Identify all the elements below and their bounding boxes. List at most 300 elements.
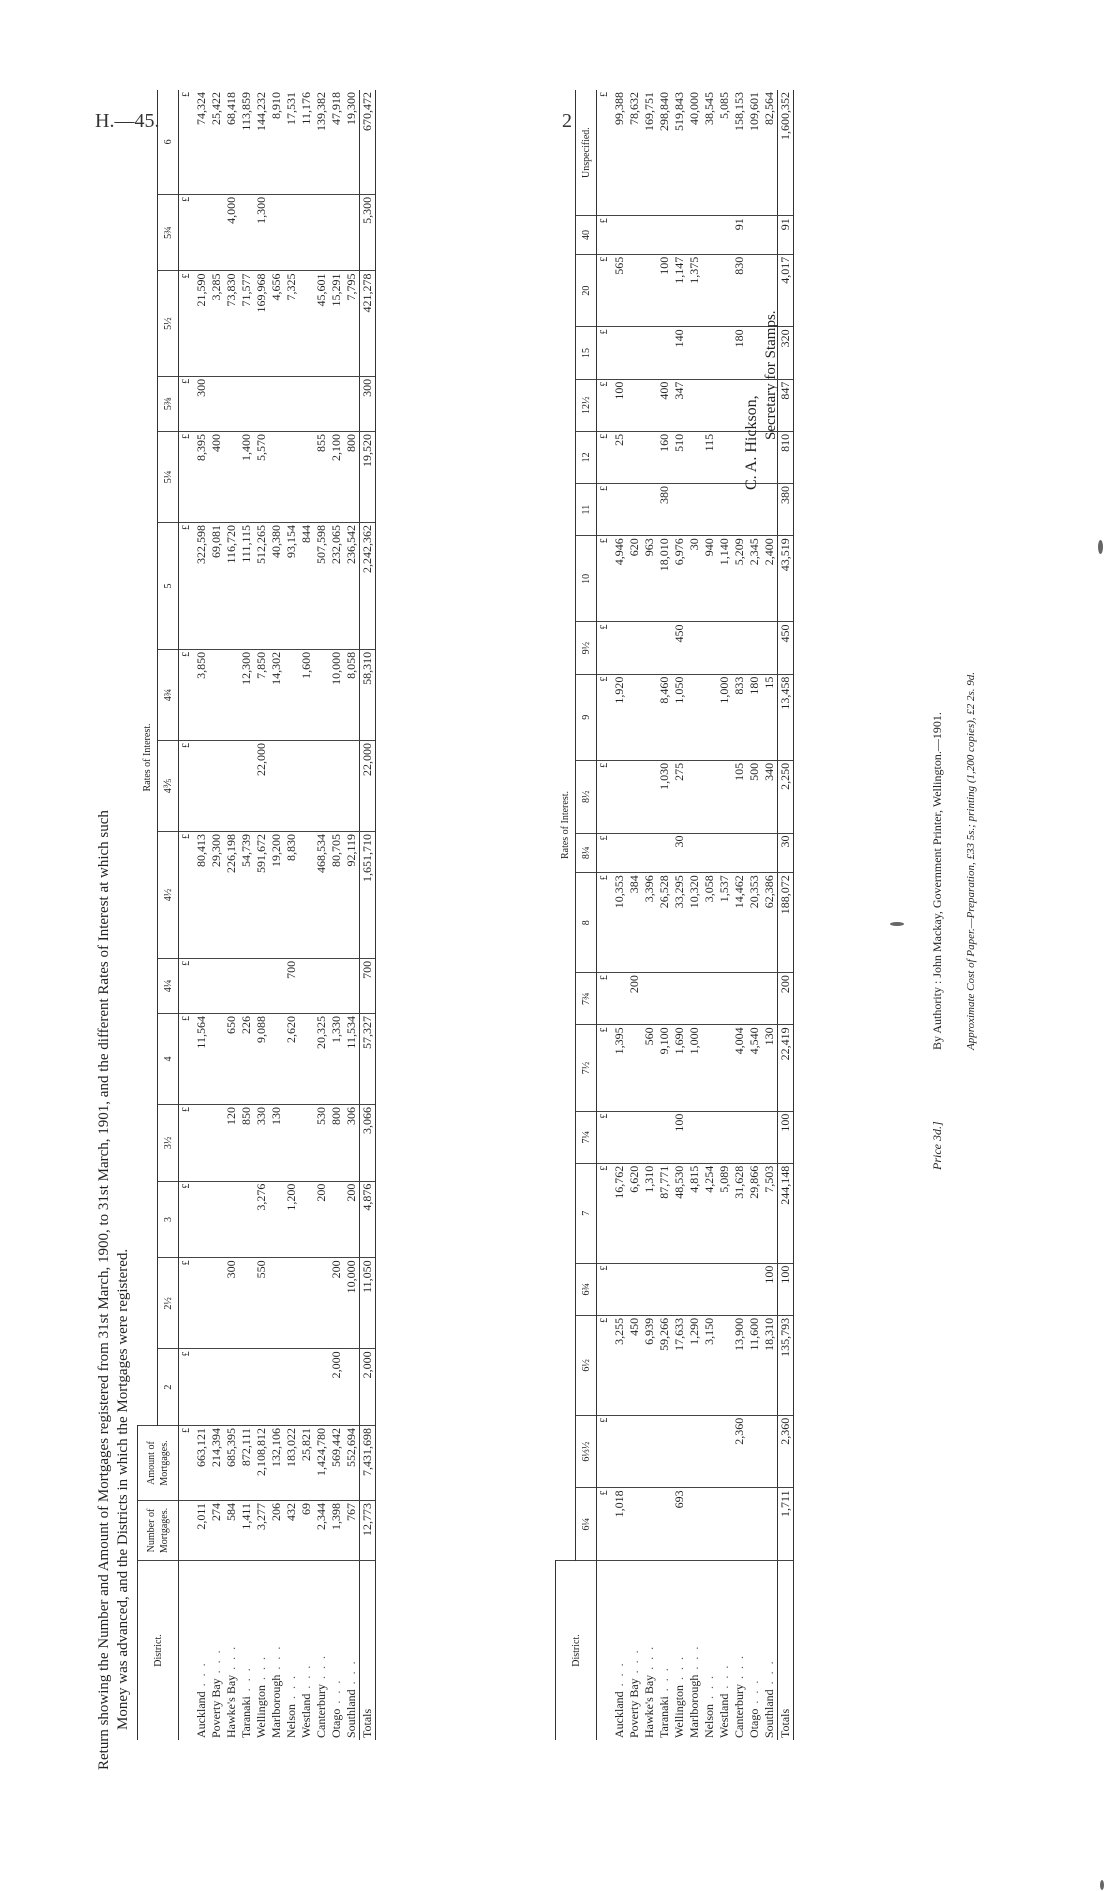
table-cell <box>687 1111 702 1163</box>
table-cell <box>672 1263 687 1315</box>
table-cell: 1,375 <box>687 254 702 327</box>
table-cell: 183,022 <box>284 1426 299 1501</box>
table-cell <box>209 1349 224 1426</box>
table-cell <box>672 216 687 255</box>
rate-header: 10 <box>576 536 597 622</box>
table-cell: 8,460 <box>657 674 672 760</box>
table-cell: 11,176 <box>299 90 314 194</box>
table-cell: 200 <box>314 1181 329 1258</box>
table-cell <box>717 1415 732 1488</box>
table-cell <box>239 740 254 831</box>
totals-cell: 1,711 <box>778 1488 794 1561</box>
table-cell: 700 <box>284 958 299 1013</box>
unit-symbol: £ <box>597 484 613 536</box>
leader-dots: . . . <box>269 1644 283 1675</box>
rate-header: 6½ <box>576 1315 597 1415</box>
table-cell <box>717 431 732 483</box>
unit-symbol: £ <box>597 1488 613 1561</box>
district-name: Hawke's Bay . . . <box>642 1644 656 1738</box>
rate-header: 7 <box>576 1163 597 1263</box>
totals-cell: 320 <box>778 327 794 379</box>
table-row <box>194 90 209 1740</box>
table-row <box>657 90 672 1740</box>
table-cell: 9,088 <box>254 1014 269 1105</box>
table-cell: 1,537 <box>717 873 732 973</box>
table-cell: 940 <box>702 536 717 622</box>
leader-dots: . . . <box>329 1678 343 1709</box>
unit-symbol: £ <box>597 254 613 327</box>
rate-header: 7¾ <box>576 973 597 1025</box>
table-cell: 1,050 <box>672 674 687 760</box>
table-cell: 5,570 <box>254 431 269 522</box>
table-cell <box>329 194 344 271</box>
table-cell <box>732 622 747 674</box>
table-cell: 59,266 <box>657 1315 672 1415</box>
table-cell <box>687 760 702 833</box>
table-cell <box>672 484 687 536</box>
table-cell: 2,400 <box>762 536 778 622</box>
table-cell <box>702 622 717 674</box>
totals-cell: 100 <box>778 1111 794 1163</box>
unit-symbol: £ <box>597 1263 613 1315</box>
table-cell <box>209 958 224 1013</box>
table-cell: 380 <box>657 484 672 536</box>
table-cell: 4,004 <box>732 1025 747 1111</box>
table-cell: 99,388 <box>612 90 627 216</box>
leader-dots: . . . <box>657 1666 671 1697</box>
leader-dots: . . . <box>747 1678 761 1709</box>
table-cell: 400 <box>657 379 672 431</box>
district-name: Auckland . . . <box>612 1661 626 1738</box>
table-cell <box>239 1181 254 1258</box>
table-cell: 322,598 <box>194 522 209 649</box>
district-name: Marlborough . . . <box>687 1644 701 1738</box>
table-cell: 130 <box>762 1025 778 1111</box>
unit-symbol: £ <box>179 740 195 831</box>
table-cell: 2,345 <box>747 536 762 622</box>
table-cell: 1,330 <box>329 1014 344 1105</box>
table-cell <box>717 760 732 833</box>
unit-symbol: £ <box>597 833 613 873</box>
district-name: Auckland . . . <box>194 1661 208 1738</box>
table-cell: 1,300 <box>254 194 269 271</box>
table-cell <box>702 484 717 536</box>
district-name: Wellington . . . <box>254 1654 268 1738</box>
table-cell: 80,705 <box>329 831 344 958</box>
table-cell: 507,598 <box>314 522 329 649</box>
table-cell <box>687 1415 702 1488</box>
table-cell: 1,147 <box>672 254 687 327</box>
unit-symbol: £ <box>597 1025 613 1111</box>
table-cell: 2,360 <box>732 1415 747 1488</box>
table-cell <box>732 484 747 536</box>
unit-cell <box>179 1501 195 1561</box>
table-cell: 91 <box>732 216 747 255</box>
rate-header: 5¼ <box>158 431 179 522</box>
table-cell: 560 <box>642 1025 657 1111</box>
district-name: Wellington . . . <box>672 1654 686 1738</box>
table-cell <box>732 1111 747 1163</box>
totals-cell: 670,472 <box>360 90 376 194</box>
table-cell <box>702 1488 717 1561</box>
table-cell: 2,344 <box>314 1501 329 1561</box>
table-cell: 565 <box>612 254 627 327</box>
table-cell <box>627 379 642 431</box>
table-row <box>672 90 687 1740</box>
table-cell <box>702 1025 717 1111</box>
table-cell <box>747 833 762 873</box>
table-cell: 8,058 <box>344 649 360 740</box>
table-cell <box>747 484 762 536</box>
table-cell <box>344 1349 360 1426</box>
totals-cell: 100 <box>778 1263 794 1315</box>
table-row <box>642 90 657 1740</box>
table-cell: 236,542 <box>344 522 360 649</box>
table-cell: 10,353 <box>612 873 627 973</box>
table-cell: 15,291 <box>329 271 344 376</box>
table-cell <box>717 216 732 255</box>
document-title <box>95 10 133 1770</box>
table-cell: 47,918 <box>329 90 344 194</box>
totals-cell: 3,066 <box>360 1105 376 1182</box>
table-cell <box>314 376 329 431</box>
rate-header: 6 <box>158 90 179 194</box>
totals-label: Totals <box>778 1561 794 1741</box>
unit-symbol: £ <box>179 1014 195 1105</box>
unit-cell <box>179 1561 195 1741</box>
table-cell <box>732 973 747 1025</box>
table-cell: 69,081 <box>209 522 224 649</box>
page-reference: H.—45. <box>95 110 160 132</box>
table-cell <box>702 1263 717 1315</box>
table-cell <box>299 1181 314 1258</box>
table-cell <box>717 379 732 431</box>
rate-header: 6¼ <box>576 1488 597 1561</box>
table-cell <box>627 216 642 255</box>
rate-header: 15 <box>576 327 597 379</box>
table-cell <box>642 1111 657 1163</box>
rates-header: Rates of Interest. <box>138 90 158 1426</box>
unit-symbol: £ <box>597 973 613 1025</box>
table-cell: 69 <box>299 1501 314 1561</box>
district-name: Hawke's Bay . . . <box>224 1644 238 1738</box>
table-cell: 10,320 <box>687 873 702 973</box>
table-cell <box>299 1258 314 1349</box>
table-cell: 25,821 <box>299 1426 314 1501</box>
table-cell <box>717 973 732 1025</box>
table-cell: 300 <box>224 1258 239 1349</box>
unit-symbol: £ <box>597 216 613 255</box>
totals-cell: 421,278 <box>360 271 376 376</box>
table-cell <box>299 194 314 271</box>
table-cell: 450 <box>627 1315 642 1415</box>
table-cell: 206 <box>269 1501 284 1561</box>
table-cell: 512,265 <box>254 522 269 649</box>
table-cell: 1,030 <box>657 760 672 833</box>
table-cell: 1,200 <box>284 1181 299 1258</box>
table-cell <box>747 254 762 327</box>
table-cell <box>224 649 239 740</box>
table-cell: 31,628 <box>732 1163 747 1263</box>
table-cell: 1,424,780 <box>314 1426 329 1501</box>
table-cell <box>284 649 299 740</box>
totals-cell: 2,242,362 <box>360 522 376 649</box>
table-cell <box>717 1488 732 1561</box>
table-cell <box>627 1263 642 1315</box>
table-cell: 30 <box>672 833 687 873</box>
unit-symbol: £ <box>597 536 613 622</box>
table-cell: 1,140 <box>717 536 732 622</box>
table-cell: 2,100 <box>329 431 344 522</box>
table-cell: 3,276 <box>254 1181 269 1258</box>
table-cell: 144,232 <box>254 90 269 194</box>
leader-dots: . . . <box>612 1661 626 1692</box>
district-name: Westland . . . <box>299 1663 313 1738</box>
table-cell <box>612 216 627 255</box>
table-cell: 21,590 <box>194 271 209 376</box>
table-cell: 3,850 <box>194 649 209 740</box>
table-cell <box>627 327 642 379</box>
table-cell <box>687 431 702 483</box>
table-cell <box>687 973 702 1025</box>
table-cell: 15 <box>762 674 778 760</box>
table-cell <box>627 431 642 483</box>
table-cell: 4,815 <box>687 1163 702 1263</box>
table-cell <box>747 1488 762 1561</box>
table-cell <box>194 1181 209 1258</box>
table-cell: 19,200 <box>269 831 284 958</box>
table-cell: 663,121 <box>194 1426 209 1501</box>
table-cell: 1,310 <box>642 1163 657 1263</box>
unit-symbol: £ <box>179 831 195 958</box>
table-cell <box>314 740 329 831</box>
leader-dots: . . . <box>239 1666 253 1697</box>
table-cell <box>642 431 657 483</box>
table-cell <box>762 484 778 536</box>
table-cell <box>687 1263 702 1315</box>
table-cell <box>642 1263 657 1315</box>
table-cell <box>657 833 672 873</box>
table-cell: 5,089 <box>717 1163 732 1263</box>
totals-cell: 19,520 <box>360 431 376 522</box>
table-cell: 113,859 <box>239 90 254 194</box>
totals-cell: 22,000 <box>360 740 376 831</box>
table-cell: 4,540 <box>747 1025 762 1111</box>
table-cell <box>627 1415 642 1488</box>
table-cell <box>717 484 732 536</box>
table-cell: 1,290 <box>687 1315 702 1415</box>
table-cell: 6,976 <box>672 536 687 622</box>
totals-cell: 2,000 <box>360 1349 376 1426</box>
district-name: Nelson . . . <box>284 1674 298 1738</box>
unit-symbol: £ <box>597 622 613 674</box>
table-cell <box>612 1263 627 1315</box>
table-cell: 2,000 <box>329 1349 344 1426</box>
table-cell: 1,395 <box>612 1025 627 1111</box>
table-cell <box>224 1349 239 1426</box>
table-cell: 800 <box>329 1105 344 1182</box>
table-cell <box>762 216 778 255</box>
table-cell <box>657 622 672 674</box>
table-cell: 833 <box>732 674 747 760</box>
table-cell <box>702 327 717 379</box>
table-cell: 340 <box>762 760 778 833</box>
rate-header: 8¼ <box>576 833 597 873</box>
table-row <box>299 90 314 1740</box>
rate-header: 9½ <box>576 622 597 674</box>
totals-cell: 13,458 <box>778 674 794 760</box>
table-cell <box>344 958 360 1013</box>
unit-symbol: £ <box>179 1181 195 1258</box>
table-cell: 54,739 <box>239 831 254 958</box>
table-cell: 519,843 <box>672 90 687 216</box>
table-cell <box>299 958 314 1013</box>
table-cell <box>747 327 762 379</box>
table-cell <box>747 216 762 255</box>
table-cell <box>239 1349 254 1426</box>
table-cell <box>239 194 254 271</box>
unit-symbol: £ <box>597 379 613 431</box>
page-number: 2 <box>562 110 572 132</box>
table-cell <box>269 376 284 431</box>
rate-header: 4 <box>158 1014 179 1105</box>
table-cell: 1,920 <box>612 674 627 760</box>
table-cell <box>224 376 239 431</box>
title-line-2: Money was advanced, and the Districts in which the Mortgages were registered. <box>115 1248 131 1730</box>
table-cell <box>299 1014 314 1105</box>
table-cell <box>209 1181 224 1258</box>
unit-symbol: £ <box>597 760 613 833</box>
table-cell: 109,601 <box>747 90 762 216</box>
table-cell: 1,400 <box>239 431 254 522</box>
rate-header: 5½ <box>158 271 179 376</box>
authority-imprint: By Authority : John Mackay, Government Printer, Wellington.—1901. <box>930 712 944 1050</box>
table-cell <box>642 674 657 760</box>
table-cell <box>254 958 269 1013</box>
table-cell <box>762 1415 778 1488</box>
table-cell <box>612 760 627 833</box>
table-cell <box>239 1258 254 1349</box>
table-cell <box>284 740 299 831</box>
table-cell <box>269 194 284 271</box>
table-cell <box>657 1488 672 1561</box>
table-cell: 1,000 <box>687 1025 702 1111</box>
table-cell: 584 <box>224 1501 239 1561</box>
rate-subheader-row <box>576 90 597 1740</box>
table-cell <box>329 740 344 831</box>
rate-header: 9 <box>576 674 597 760</box>
table-cell: 1,411 <box>239 1501 254 1561</box>
table-row <box>627 90 642 1740</box>
table-cell <box>254 376 269 431</box>
table-cell <box>194 958 209 1013</box>
table-cell <box>284 1258 299 1349</box>
table-row <box>732 90 747 1740</box>
table-cell: 132,106 <box>269 1426 284 1501</box>
totals-cell: 4,017 <box>778 254 794 327</box>
table-cell <box>269 1181 284 1258</box>
unit-row <box>179 90 195 1740</box>
table-cell <box>269 1349 284 1426</box>
totals-cell: 12,773 <box>360 1501 376 1561</box>
table-cell: 78,632 <box>627 90 642 216</box>
table-cell <box>209 376 224 431</box>
table-cell: 963 <box>642 536 657 622</box>
table-cell <box>702 674 717 760</box>
leader-dots: . . . <box>627 1648 641 1679</box>
leader-dots: . . . <box>344 1659 358 1690</box>
rate-header: 5¾ <box>158 194 179 271</box>
totals-cell: 244,148 <box>778 1163 794 1263</box>
totals-cell: 43,519 <box>778 536 794 622</box>
table-cell: 120 <box>224 1105 239 1182</box>
table-cell: 7,850 <box>254 649 269 740</box>
leader-dots: . . . <box>284 1674 298 1704</box>
table-cell: 17,531 <box>284 90 299 194</box>
rate-header: 7¼ <box>576 1111 597 1163</box>
district-name: Otago . . . <box>329 1678 343 1738</box>
table-cell <box>627 833 642 873</box>
rate-header: 4½ <box>158 831 179 958</box>
table-cell: 169,968 <box>254 271 269 376</box>
table-cell: 87,771 <box>657 1163 672 1263</box>
table-cell: 2,108,812 <box>254 1426 269 1501</box>
table-cell: 4,000 <box>224 194 239 271</box>
table-cell <box>299 431 314 522</box>
district-name: Marlborough . . . <box>269 1644 283 1738</box>
unit-symbol: £ <box>179 1258 195 1349</box>
table-cell: 468,534 <box>314 831 329 958</box>
table-cell: 71,577 <box>239 271 254 376</box>
table-cell: 111,115 <box>239 522 254 649</box>
table-cell <box>314 1258 329 1349</box>
table-cell: 500 <box>747 760 762 833</box>
totals-cell: 810 <box>778 431 794 483</box>
rate-header: 5⅜ <box>158 376 179 431</box>
totals-cell: 22,419 <box>778 1025 794 1111</box>
rate-header: 2 <box>158 1349 179 1426</box>
table-cell: 200 <box>344 1181 360 1258</box>
leader-dots: . . . <box>642 1644 656 1675</box>
signatory-title: Secretary for Stamps. <box>763 310 779 440</box>
totals-cell: 300 <box>360 376 376 431</box>
table-row <box>344 90 360 1740</box>
table-cell: 160 <box>657 431 672 483</box>
table-cell <box>269 1014 284 1105</box>
table-cell <box>762 833 778 873</box>
table-cell: 7,795 <box>344 271 360 376</box>
table-cell <box>657 1415 672 1488</box>
table-cell <box>747 622 762 674</box>
table-cell <box>657 327 672 379</box>
table-cell: 40,380 <box>269 522 284 649</box>
table-cell <box>687 327 702 379</box>
table-cell <box>672 1415 687 1488</box>
table-cell <box>299 271 314 376</box>
table-cell <box>209 649 224 740</box>
table-cell <box>642 216 657 255</box>
table-cell <box>194 1105 209 1182</box>
rate-header: 2½ <box>158 1258 179 1349</box>
table-cell: 232,065 <box>329 522 344 649</box>
rate-header: 6⅓½ <box>576 1415 597 1488</box>
totals-cell: 847 <box>778 379 794 431</box>
table-cell <box>239 376 254 431</box>
table-cell: 300 <box>194 376 209 431</box>
table-cell: 767 <box>344 1501 360 1561</box>
unit-symbol: £ <box>597 431 613 483</box>
table-cell <box>329 376 344 431</box>
